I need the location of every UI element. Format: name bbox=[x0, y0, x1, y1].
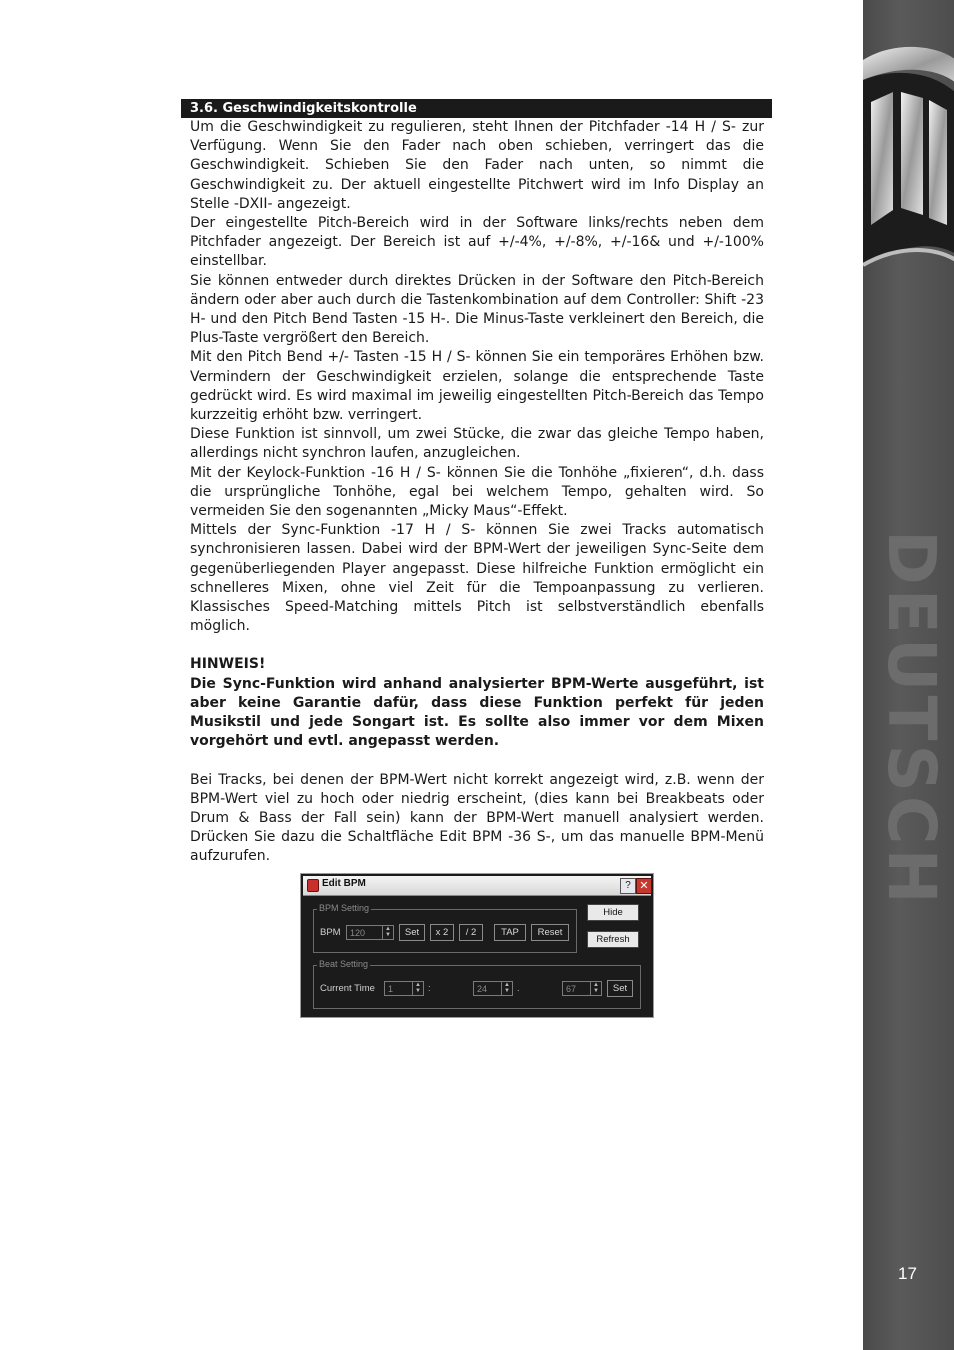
bpm-spinner-icon[interactable]: ▲ ▼ bbox=[382, 926, 393, 939]
paragraph-pitch-bend: Mit den Pitch Bend +/- Tasten -15 H / S- können Sie ein temporäres Erhöhen bzw. Vermindern der Geschwindigkeit erzielen, solange die entsprechende Taste gedrückt wird. Es wird maximal im jeweilig eingestellten Pitch-Bereich das Tempo kurzzeitig erhöht bzw. verringert. bbox=[190, 349, 764, 424]
bpm-input[interactable] bbox=[346, 925, 394, 940]
body-text bbox=[190, 118, 764, 867]
current-time-label: Current Time bbox=[320, 983, 375, 994]
note-heading: HINWEIS! bbox=[190, 656, 266, 673]
time-beat-spinner-icon[interactable]: ▲ ▼ bbox=[501, 982, 512, 995]
time-tick-spinner-icon[interactable]: ▲ ▼ bbox=[590, 982, 601, 995]
refresh-button[interactable]: Refresh bbox=[587, 931, 639, 948]
dialog-title: Edit BPM bbox=[322, 878, 366, 889]
paragraph-pitch-range: Der eingestellte Pitch-Bereich wird in der Software links/rechts neben dem Pitchfader angezeigt. Der Bereich ist auf +/-4%, +/-8%, +/-16& und +/-100% einstellbar. bbox=[190, 215, 764, 270]
reset-button[interactable]: Reset bbox=[531, 924, 569, 941]
time-beat-value: 24 bbox=[477, 984, 488, 994]
bpm-value: 120 bbox=[350, 928, 366, 938]
page-number: 17 bbox=[898, 1264, 917, 1283]
time-beat-input[interactable] bbox=[473, 981, 513, 996]
half-bpm-button[interactable]: / 2 bbox=[459, 924, 483, 941]
paragraph-pitch-range-change: Sie können entweder durch direktes Drücken in der Software den Pitch-Bereich ändern oder aber auch durch die Tastenkombination auf dem Controller: Shift -23 H- und den Pitch Bend Tasten -15 H-. Die Minus-Taste verkleinert den Bereich, die Plus-Taste vergrößert den Bereich. bbox=[190, 272, 764, 347]
time-bar-value: 1 bbox=[388, 984, 394, 994]
language-sidebar bbox=[863, 0, 954, 1350]
dialog-titlebar bbox=[303, 876, 651, 896]
hide-button[interactable]: Hide bbox=[587, 904, 639, 921]
help-button[interactable]: ? bbox=[620, 878, 636, 894]
set-time-button[interactable]: Set bbox=[607, 980, 633, 997]
time-tick-value: 67 bbox=[566, 984, 577, 994]
bpm-label: BPM bbox=[320, 927, 341, 938]
bpm-setting-legend: BPM Setting bbox=[319, 903, 370, 913]
edit-bpm-dialog bbox=[300, 873, 654, 1018]
paragraph-keylock: Mit der Keylock-Funktion -16 H / S- können Sie die Tonhöhe „fixieren“, d.h. dass die ursprüngliche Tonhöhe, egal bei welchem Tempo, gehalten wird. So vermeiden Sie den sogenannten „Micky Maus“-Effekt. bbox=[190, 464, 764, 520]
time-tick-input[interactable] bbox=[562, 981, 602, 996]
double-bpm-button[interactable]: x 2 bbox=[430, 924, 454, 941]
brand-logo-icon bbox=[863, 40, 954, 270]
time-bar-spinner-icon[interactable]: ▲ ▼ bbox=[412, 982, 423, 995]
language-label: DEUTSCH bbox=[873, 530, 950, 908]
time-separator-colon: : bbox=[428, 983, 431, 993]
paragraph-pitchfader: Um die Geschwindigkeit zu regulieren, steht Ihnen der Pitchfader -14 H / S- zur Verfügung. Wenn Sie den Fader nach oben schieben, verringert das die Geschwindigkeit. Schieben Sie den Fader nach unten, so nimmt die Geschwindigkeit zu. Der aktuell eingestellte Pitchwert wird im Info Display an Stelle -DXII- angezeigt. bbox=[190, 119, 764, 212]
time-bar-input[interactable] bbox=[384, 981, 424, 996]
section-heading: 3.6. Geschwindigkeitskontrolle bbox=[181, 99, 772, 118]
beat-setting-legend: Beat Setting bbox=[319, 959, 369, 969]
paragraph-function-use: Diese Funktion ist sinnvoll, um zwei Stücke, die zwar das gleiche Tempo haben, allerdings nicht synchron laufen, anzugleichen. bbox=[190, 426, 764, 462]
paragraph-edit-bpm: Bei Tracks, bei denen der BPM-Wert nicht korrekt angezeigt wird, z.B. wenn der BPM-Wert viel zu hoch oder niedrig erscheint, (dies kann bei Breakbeats oder Drum & Bass der Fall sein) kann der BPM-Wert manuell analysiert werden. Drücken Sie dazu die Schaltfläche Edit BPM -36 S-, um das manuelle BPM-Menü aufzurufen. bbox=[190, 771, 764, 865]
close-button[interactable]: ✕ bbox=[636, 878, 652, 894]
note-text: Die Sync-Funktion wird anhand analysierter BPM-Werte ausgeführt, ist aber keine Garantie dafür, dass diese Funktion perfekt für jeden Musikstil und jede Songart ist. Es sollte also immer vor dem Mixen vorgehört und evtl. angepasst werden. bbox=[190, 675, 764, 750]
set-bpm-button[interactable]: Set bbox=[399, 924, 425, 941]
time-separator-dot: . bbox=[517, 983, 520, 993]
app-icon bbox=[307, 879, 319, 892]
paragraph-sync: Mittels der Sync-Funktion -17 H / S- können Sie zwei Tracks automatisch synchronisieren lassen. Dabei wird der BPM-Wert der jeweiligen Sync-Seite dem gegenüberliegenden Player angepasst. Diese hilfreiche Funktion ermöglicht ein schnelleres Mixen, ohne viel Zeit für die Tempoanpassung zu verlieren. Klassisches Speed-Matching mittels Pitch ist selbstverständlich ebenfalls möglich. bbox=[190, 522, 764, 635]
tap-button[interactable]: TAP bbox=[494, 924, 526, 941]
